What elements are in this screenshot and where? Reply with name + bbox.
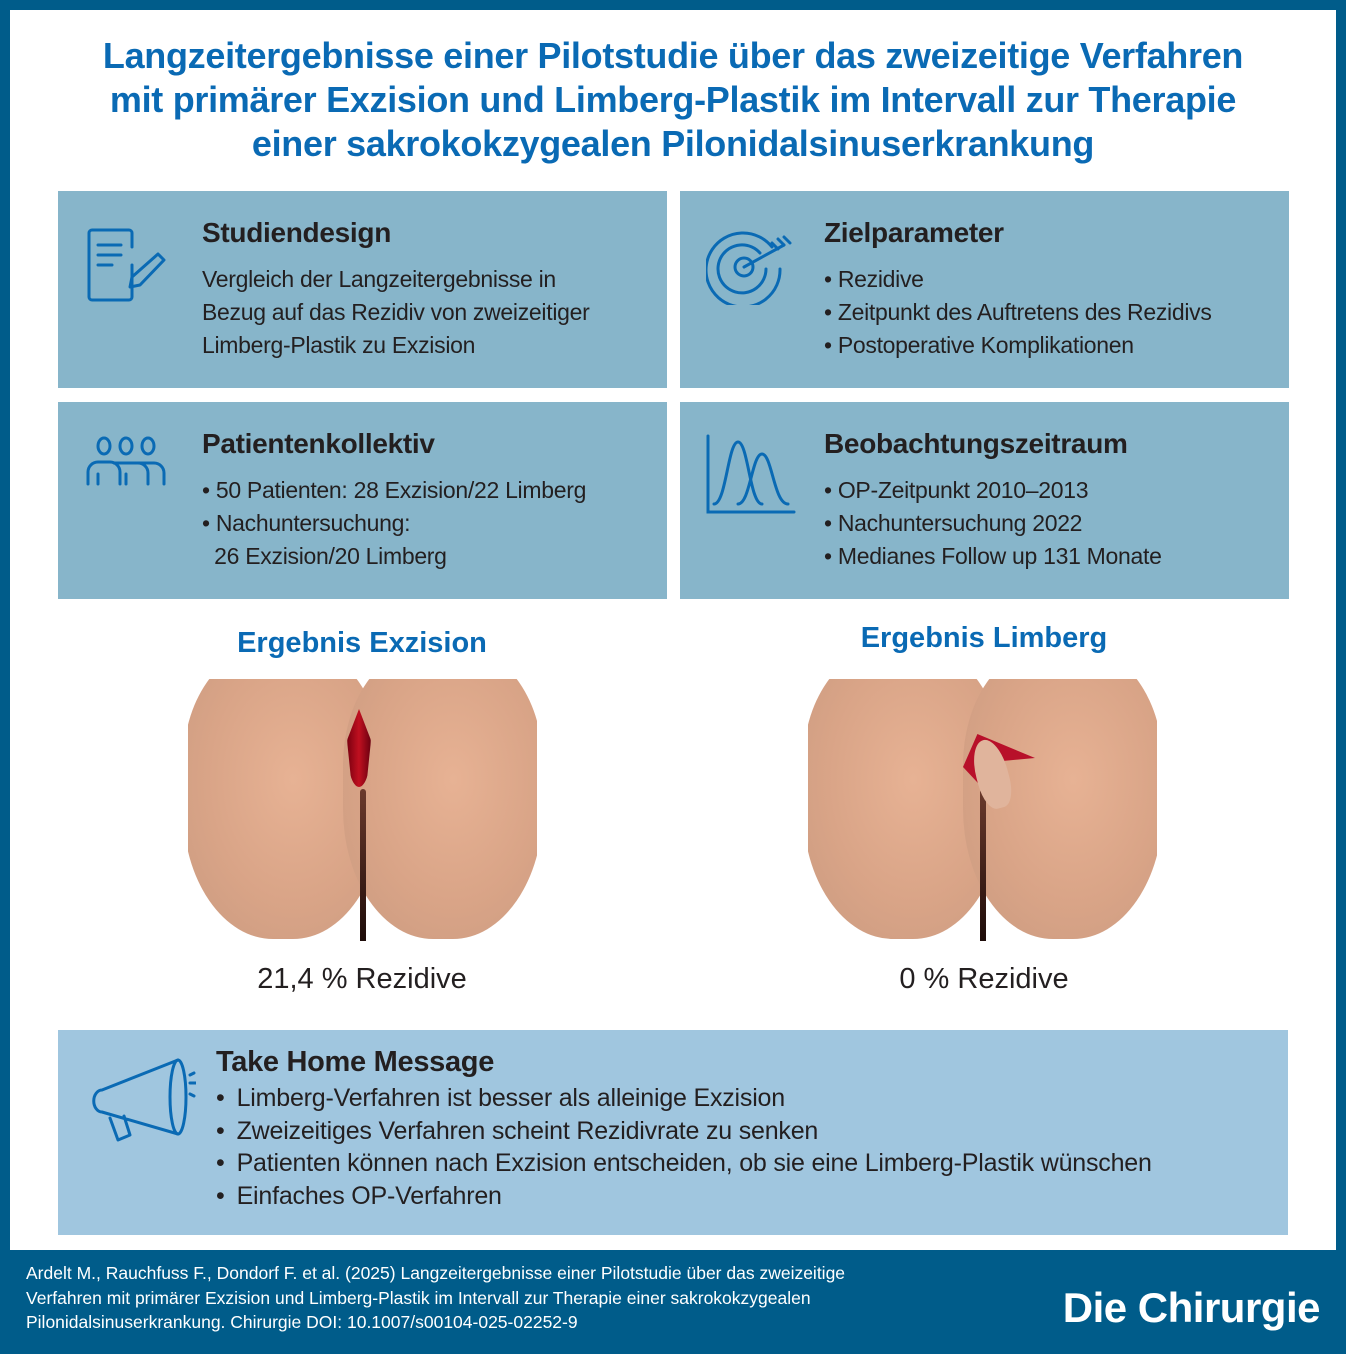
result-title-limberg: Ergebnis Limberg (860, 622, 1108, 654)
card-line: Vergleich der Langzeitergebnisse in (202, 266, 556, 292)
card-line: • OP-Zeitpunkt 2010–2013 (824, 477, 1089, 503)
distribution-curve-icon (706, 434, 796, 514)
result-value-exzision: 21,4 % Rezidive (257, 963, 467, 995)
card-line: • 50 Patienten: 28 Exzision/22 Limberg (202, 477, 587, 503)
card-heading: Patientenkollektiv (202, 428, 435, 459)
citation-line: Verfahren mit primärer Exzision und Limberg-Plastik im Intervall zur Therapie einer sakrokokzygealen (26, 1287, 811, 1308)
citation-line: Ardelt M., Rauchfuss F., Dondorf F. et al. (2025) Langzeitergebnisse einer Pilotstudie über das zweizeitige (26, 1263, 846, 1283)
card-heading: Beobachtungszeitraum (824, 428, 1128, 459)
citation-line: Pilonidalsinuserkrankung. Chirurgie DOI: 10.1007/s00104-025-02252-9 (26, 1312, 578, 1332)
card-line: 26 Exzision/20 Limberg (202, 543, 447, 569)
card-line: • Rezidive (824, 266, 924, 292)
card-line: • Nachuntersuchung: (202, 510, 411, 536)
card-zielparameter (680, 191, 1289, 388)
people-icon (84, 432, 174, 492)
card-heading: Zielparameter (824, 217, 1004, 248)
take-home-box (58, 1030, 1288, 1235)
take-home-list (216, 1082, 1152, 1212)
journal-logo: Die Chirurgie (1062, 1284, 1320, 1331)
card-line: Limberg-Plastik zu Exzision (202, 332, 476, 358)
document-pencil-icon (84, 225, 174, 305)
card-beobachtungszeitraum (680, 402, 1289, 599)
card-heading: Studiendesign (202, 217, 391, 248)
title-line: einer sakrokokzygealen Pilonidalsinuserkrankung (251, 123, 1095, 164)
card-line: • Zeitpunkt des Auftretens des Rezidivs (824, 299, 1212, 325)
take-home-heading: Take Home Message (216, 1046, 495, 1078)
list-item: • Limberg-Verfahren ist besser als alleinige Exzision (216, 1082, 1152, 1115)
result-title-exzision: Ergebnis Exzision (237, 627, 487, 659)
target-icon (706, 225, 796, 305)
citation (26, 1261, 976, 1335)
illustration-exzision (188, 679, 537, 941)
result-value-limberg: 0 % Rezidive (899, 963, 1069, 995)
card-studiendesign (58, 191, 667, 388)
card-line: • Medianes Follow up 131 Monate (824, 543, 1162, 569)
card-line: Bezug auf das Rezidiv von zweizeitiger (202, 299, 590, 325)
card-line: • Postoperative Komplikationen (824, 332, 1134, 358)
card-patientenkollektiv (58, 402, 667, 599)
title-line: mit primärer Exzision und Limberg-Plastik im Intervall zur Therapie (109, 79, 1237, 120)
card-line: • Nachuntersuchung 2022 (824, 510, 1083, 536)
title-line: Langzeitergebnisse einer Pilotstudie über das zweizeitige Verfahren (102, 35, 1244, 76)
list-item: • Patienten können nach Exzision entscheiden, ob sie eine Limberg-Plastik wünschen (216, 1147, 1152, 1180)
list-item: • Einfaches OP-Verfahren (216, 1180, 1152, 1213)
megaphone-icon (86, 1056, 196, 1146)
list-item: • Zweizeitiges Verfahren scheint Rezidivrate zu senken (216, 1115, 1152, 1148)
page-title (10, 34, 1336, 166)
illustration-limberg (808, 679, 1157, 941)
